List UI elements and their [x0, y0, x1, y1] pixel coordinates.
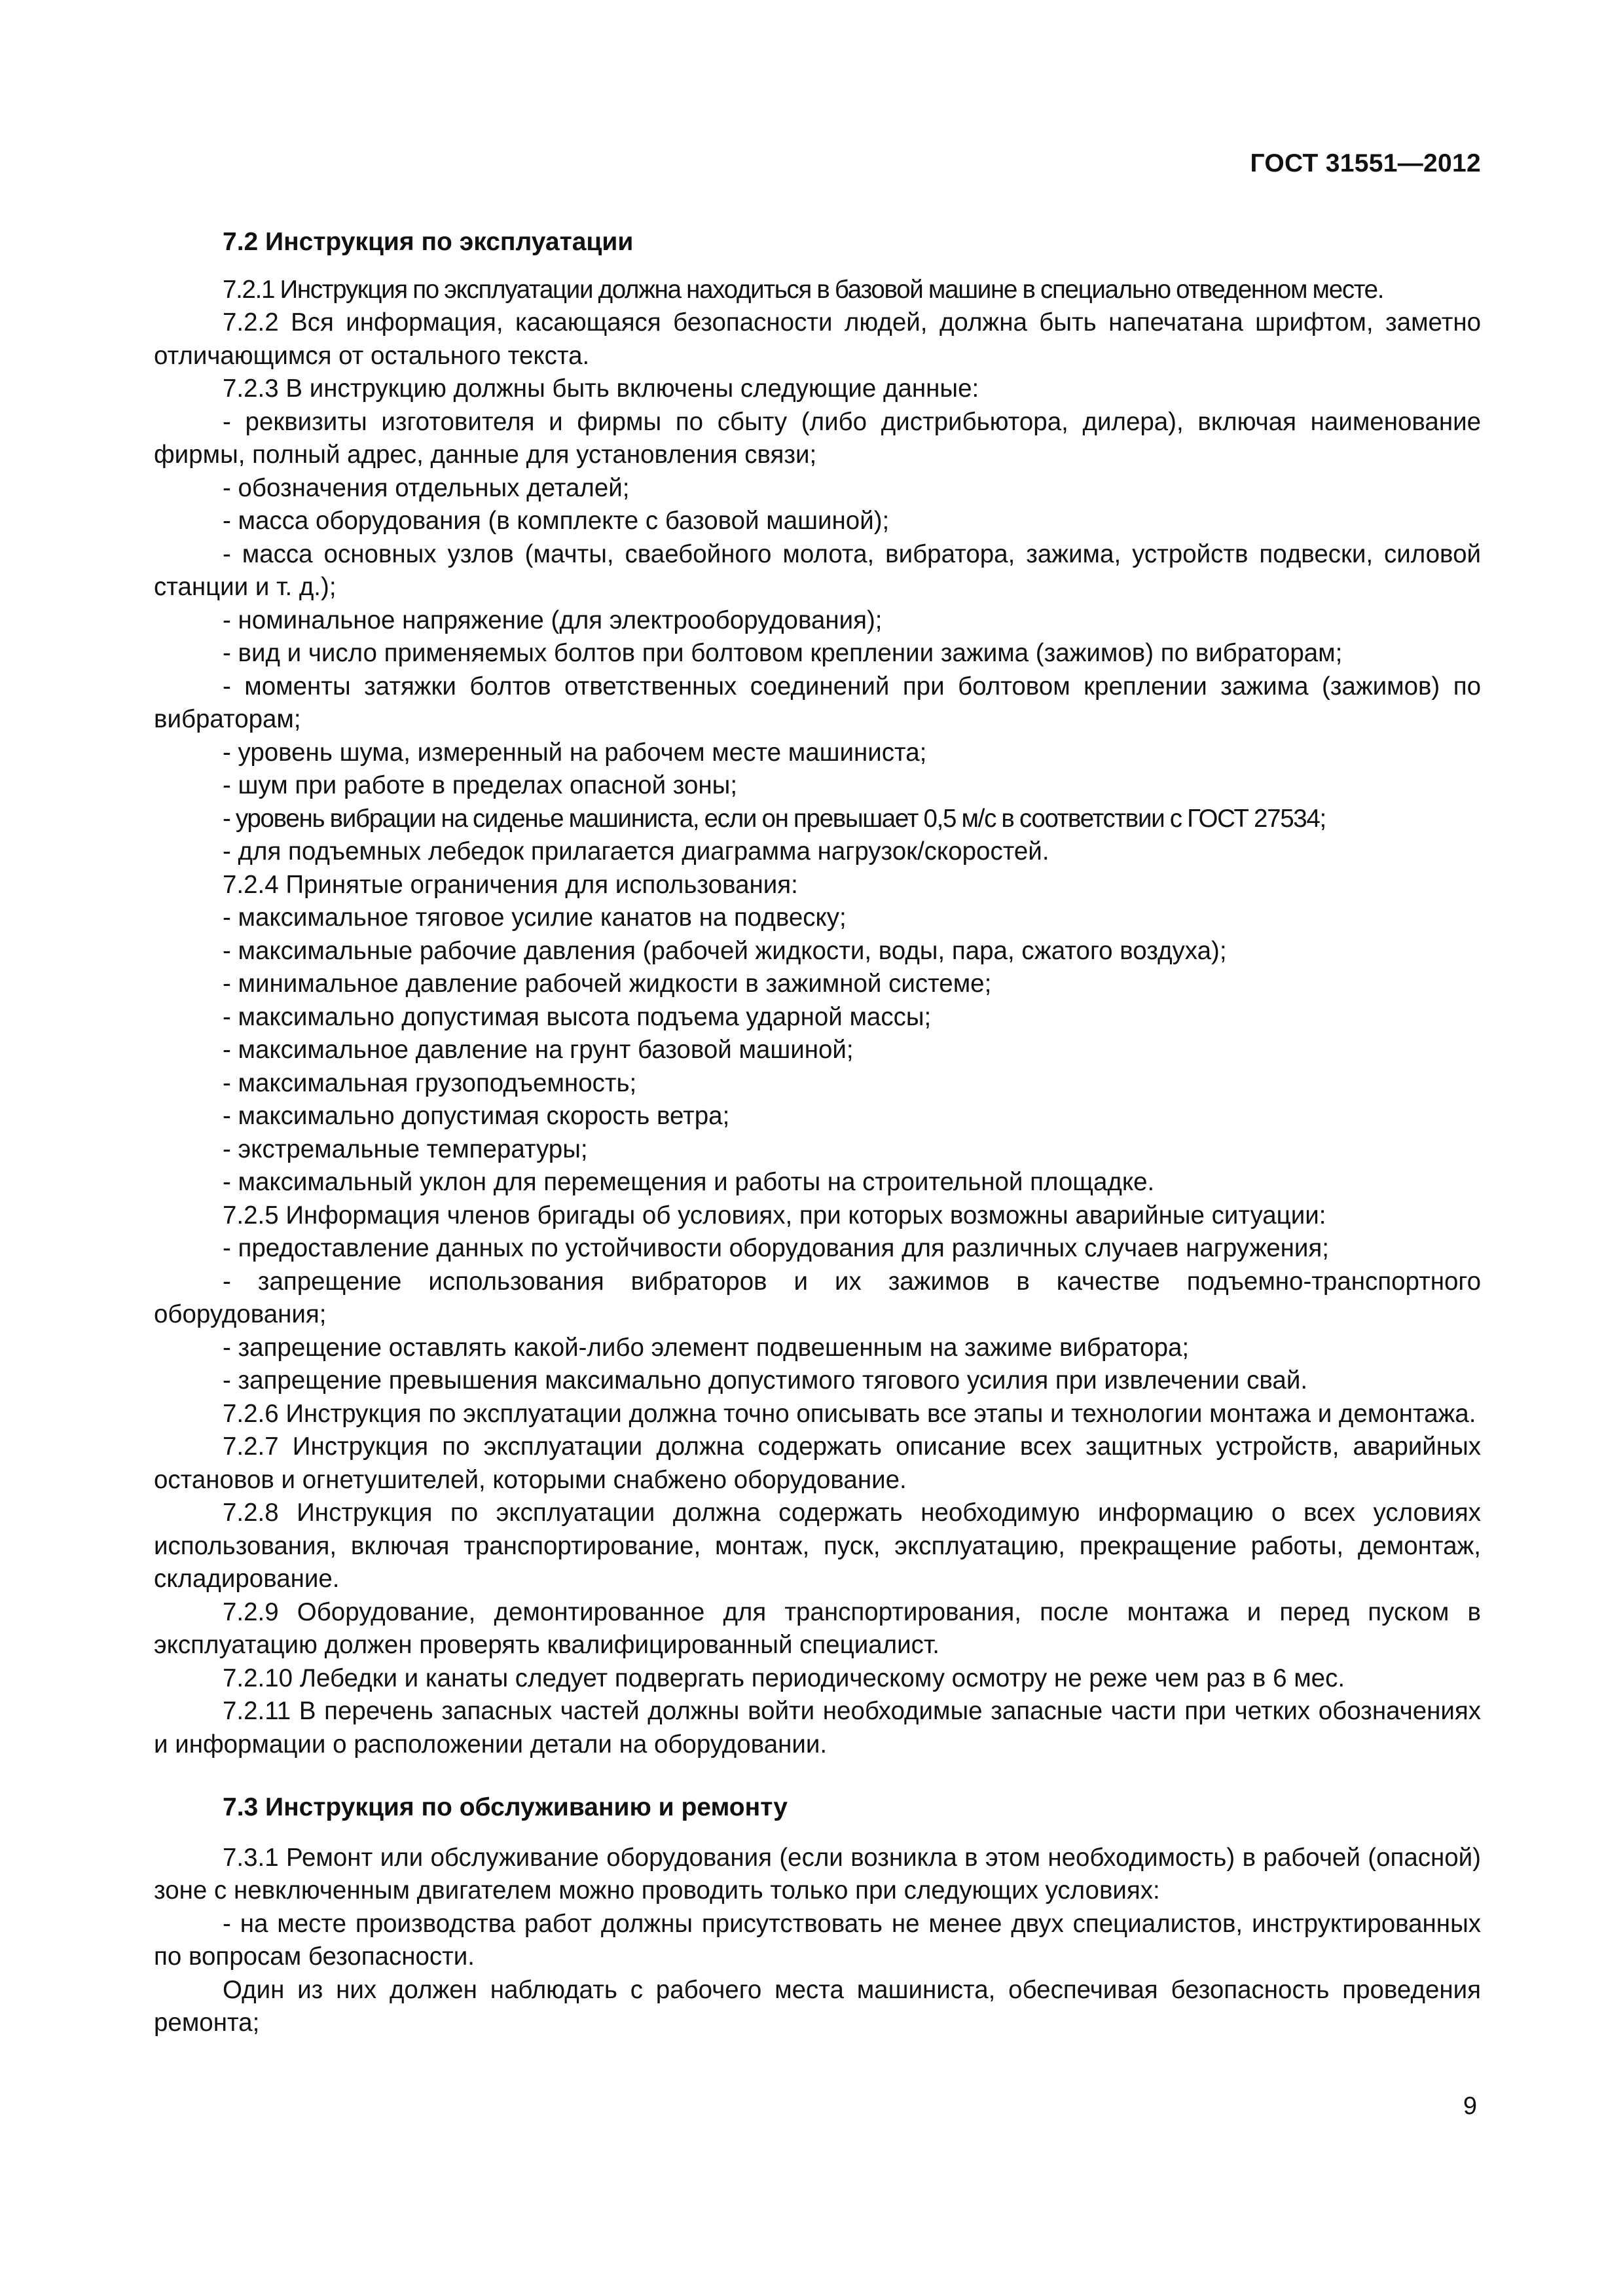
list-item: - экстремальные температуры; [223, 1135, 588, 1163]
list-item: - шум при работе в пределах опасной зоны; [223, 771, 738, 799]
paragraph: 7.2.9 Оборудование, демонтированное для транспортирования, после монтажа и перед пуском в эксплуатацию должен проверять квалифицированный специалист. [154, 1597, 1481, 1659]
paragraph: 7.2.1 Инструкция по эксплуатации должна находиться в базовой машине в специально отведенном месте. [223, 275, 1384, 304]
list-item: - уровень вибрации на сиденье машиниста, если он превышает 0,5 м/с в соответствии с ГОСТ 27534; [223, 804, 1326, 833]
list-item: - номинальное напряжение (для электрооборудования); [223, 606, 883, 634]
page-content [154, 226, 1481, 2040]
section-7-3-body [154, 1842, 1481, 2040]
list-item: - обозначения отдельных деталей; [223, 473, 630, 502]
section-heading: 7.2 Инструкция по эксплуатации [223, 228, 634, 256]
list-item: - для подъемных лебедок прилагается диаграмма нагрузок/скоростей. [223, 837, 1049, 866]
list-item: - максимальная грузоподъемность; [223, 1068, 637, 1097]
list-item: - моменты затяжки болтов ответственных соединений при болтовом креплении зажима (зажимов) по вибраторам; [154, 672, 1481, 733]
paragraph: 7.2.11 В перечень запасных частей должны войти необходимые запасные части при четких обозначениях и информации о расположении детали на оборудовании. [154, 1697, 1481, 1758]
list-item: - максимальные рабочие давления (рабочей жидкости, воды, пара, сжатого воздуха); [223, 936, 1227, 965]
list-item: - запрещение оставлять какой-либо элемент подвешенным на зажиме вибратора; [223, 1333, 1190, 1362]
list-item: - уровень шума, измеренный на рабочем месте машиниста; [223, 738, 927, 767]
paragraph: 7.2.7 Инструкция по эксплуатации должна содержать описание всех защитных устройств, аварийных остановов и огнетушителей, которыми снабжено оборудование. [154, 1432, 1481, 1494]
list-item: - максимальное тяговое усилие канатов на подвеску; [223, 903, 847, 932]
list-item: - запрещение превышения максимально допустимого тягового усилия при извлечении свай. [223, 1366, 1308, 1394]
paragraph: 7.3.1 Ремонт или обслуживание оборудования (если возникла в этом необходимость) в рабочей (опасной) зоне с невключенным двигателем можно проводить только при следующих условиях: [154, 1843, 1481, 1904]
paragraph: 7.2.8 Инструкция по эксплуатации должна содержать необходимую информацию о всех условиях использования, включая транспортирование, монтаж, пуск, эксплуатацию, прекращение работы, демонтаж, складирование. [154, 1499, 1481, 1593]
paragraph: 7.2.4 Принятые ограничения для использования: [223, 870, 798, 899]
paragraph: Один из них должен наблюдать с рабочего места машиниста, обеспечивая безопасность проведения ремонта; [154, 1975, 1481, 2037]
section-heading: 7.3 Инструкция по обслуживанию и ремонту [223, 1793, 788, 1821]
list-item: - максимальное давление на грунт базовой машиной; [223, 1036, 854, 1064]
page-number: 9 [1463, 2092, 1477, 2120]
paragraph: 7.2.6 Инструкция по эксплуатации должна точно описывать все этапы и технологии монтажа и демонтажа. [223, 1399, 1476, 1428]
list-item: - максимальный уклон для перемещения и работы на строительной площадке. [223, 1168, 1155, 1196]
list-item: - минимальное давление рабочей жидкости в зажимной системе; [223, 970, 992, 998]
paragraph: 7.2.3 В инструкцию должны быть включены следующие данные: [223, 374, 979, 403]
list-item: - максимально допустимая высота подъема ударной массы; [223, 1002, 932, 1031]
list-item: - вид и число применяемых болтов при болтовом креплении зажима (зажимов) по вибраторам; [223, 639, 1343, 667]
list-item: - на месте производства работ должны присутствовать не менее двух специалистов, инструктированных по вопросам безопасности. [154, 1909, 1481, 1971]
document-number: ГОСТ 31551—2012 [1250, 149, 1481, 177]
list-item: - запрещение использования вибраторов и их зажимов в качестве подъемно-транспортного оборудования; [154, 1267, 1481, 1328]
paragraph: 7.2.2 Вся информация, касающаяся безопасности людей, должна быть напечатана шрифтом, заметно отличающимся от остального текста. [154, 308, 1481, 370]
paragraph: 7.2.5 Информация членов бригады об условиях, при которых возможны аварийные ситуации: [223, 1201, 1326, 1230]
list-item: - масса оборудования (в комплекте с базовой машиной); [223, 507, 890, 535]
section-7-2-body [154, 274, 1481, 1762]
paragraph: 7.2.10 Лебедки и канаты следует подвергать периодическому осмотру не реже чем раз в 6 мес. [223, 1664, 1345, 1692]
list-item: - предоставление данных по устойчивости оборудования для различных случаев нагружения; [223, 1234, 1329, 1262]
list-item: - масса основных узлов (мачты, сваебойного молота, вибратора, зажима, устройств подвески, силовой станции и т. д.); [154, 539, 1481, 601]
list-item: - максимально допустимая скорость ветра; [223, 1102, 730, 1130]
list-item: - реквизиты изготовителя и фирмы по сбыту (либо дистрибьютора, дилера), включая наименование фирмы, полный адрес, данные для установления связи; [154, 407, 1481, 469]
